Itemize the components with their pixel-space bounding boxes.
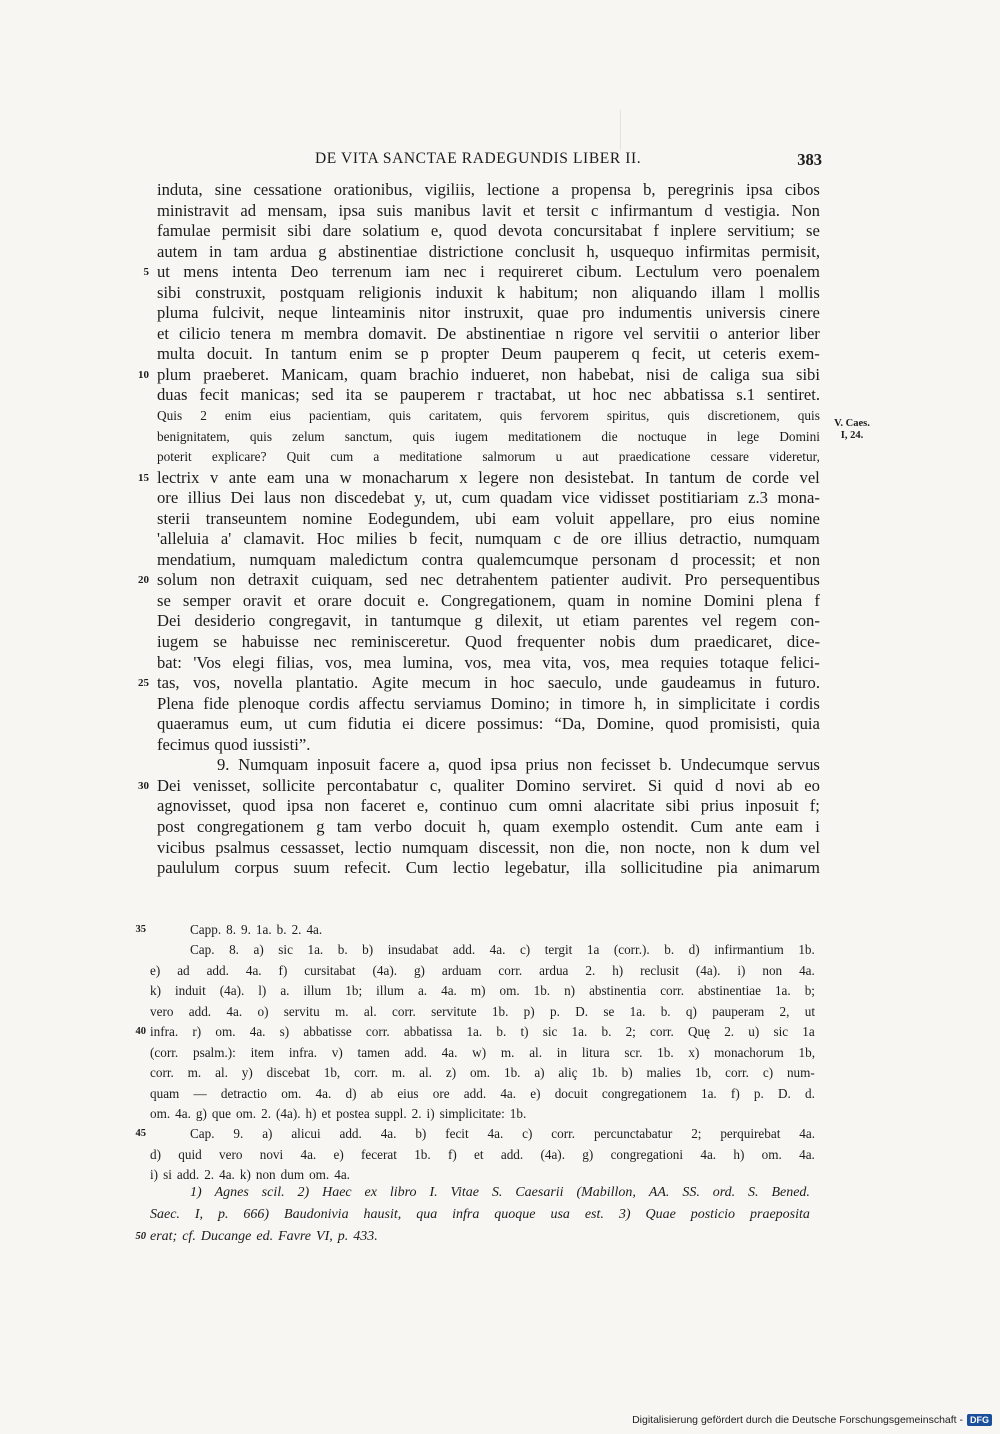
text-line: sibi construxit, postquam religionis induxit k habitum; non aliquando illam l mollis xyxy=(157,282,820,302)
line-number: 35 xyxy=(135,924,146,935)
page-header xyxy=(157,150,822,172)
text-line: 15 lectrix v ante eam una w monacharum x legere non desistebat. In tantum de corde vel xyxy=(157,468,820,489)
footnote-line: Saec. I, p. 666) Baudonivia hausit, qua infra quoque usa est. 3) Quae posticio praeposita xyxy=(150,1207,810,1222)
apparatus-line: vero add. 4a. o) servitu m. al. corr. servitute 1b. p) p. D. se 1a. b. q) pauperam 2, ut xyxy=(150,1003,815,1019)
text-line: ministravit ad mensam, ipsa suis manibus lavit et tersit c infirmantum d vestigia. Non xyxy=(157,200,820,220)
apparatus-line: quam — detractio om. 4a. d) ab eius ore add. 4a. e) docuit congregationem 1a. f) p. D. d. xyxy=(150,1085,815,1101)
text-line: poterit explicare? Quit cum a meditatione salmorum u aut praedicatione cessare videretur, xyxy=(157,449,820,465)
apparatus-line: 45 Cap. 9. a) alicui add. 4a. b) fecit 4a. c) corr. percunctabatur 2; perquirebat 4a. xyxy=(150,1124,815,1144)
apparatus-line: e) ad add. 4a. f) cursitabat (4a). g) arduam corr. ardua 2. h) reclusit (4a). i) non 4a. xyxy=(150,962,815,978)
line-number: 15 xyxy=(138,471,149,484)
dfg-logo: DFG xyxy=(967,1414,992,1426)
digitization-credit xyxy=(632,1414,992,1426)
line-number: 40 xyxy=(135,1026,146,1038)
text-line: multa docuit. In tantum enim se p propter Deum pauperem q fecit, ut ceteris exem- xyxy=(157,344,820,364)
line-number: 30 xyxy=(138,779,149,792)
text-line: 25 tas, vos, novella plantatio. Agite mecum in hoc saeculo, unde gaudeamus in futuro. xyxy=(157,673,820,694)
text-line: iugem se habuisse nec reminisceretur. Quod frequenter nobis dum praedicaret, dice- xyxy=(157,632,820,652)
text-line: 20 solum non detraxit cuiquam, sed nec detrahentem patienter audivit. Pro persequentibus xyxy=(157,570,820,591)
apparatus-line: 40 infra. r) om. 4a. s) abbatisse corr. abbatissa 1a. b. t) sic 1a. b. 2; corr. Quę 2. u) sic 1a xyxy=(150,1022,815,1042)
line-number: 20 xyxy=(138,574,149,587)
text-line: Dei desiderio congregavit, in tantumque g dilexit, ut etiam parentes vel regem con- xyxy=(157,611,820,631)
text-line: 9. Numquam inposuit facere a, quod ipsa prius non fecisset b. Undecumque servus xyxy=(217,755,820,775)
text-line: 10 plum praeberet. Manicam, quam brachio indueret, non habebat, nisi de caliga sua sibi xyxy=(157,365,820,386)
footnote-line: 50 erat; cf. Ducange ed. Favre VI, p. 433. xyxy=(150,1226,810,1248)
running-title: DE VITA SANCTAE RADEGUNDIS LIBER II. xyxy=(315,150,642,167)
text-line: mendatium, numquam maledictum contra qualemcumque personam d processit; et non xyxy=(157,549,820,569)
apparatus-line: i) si add. 2. 4a. k) non dum om. 4a. xyxy=(150,1167,350,1183)
scan-artifact xyxy=(620,110,621,150)
text-line: pluma fulcivit, neque linteaminis nitor instruxit, quae pro indumentis universis cinere xyxy=(157,303,820,323)
critical-apparatus xyxy=(135,920,815,1186)
apparatus-line: k) induit (4a). l) a. illum 1b; illum a. 4a. m) om. 1b. n) abstinentia corr. abstinentiae 1a. b; xyxy=(150,983,815,999)
text-line: Quis 2 enim eius pacientiam, quis caritatem, quis fervorem spiritus, quis discretionem, quis xyxy=(157,408,820,424)
text-line: induta, sine cessatione orationibus, vigiliis, lectione a propensa b, peregrinis ipsa cibos xyxy=(157,180,820,199)
line-number: 25 xyxy=(138,677,149,690)
line-number: 5 xyxy=(143,266,149,279)
text-line: duas fecit manicas; sed ita se pauperem r tractabat, ut hoc nec abbatissa s.1 sentiret. xyxy=(157,385,820,405)
apparatus-line: d) quid vero novi 4a. e) fecerat 1b. f) et add. (4a). g) congregationi 4a. h) om. 4a. xyxy=(150,1146,815,1162)
text-line: se semper oravit et orare docuit e. Congregationem, quam in nomine Domini plena f xyxy=(157,590,820,610)
text-line: sterii transeuntem nomine Eodegundem, ubi eam voluit appellare, pro eius nomine xyxy=(157,508,820,528)
digitization-text: Digitalisierung gefördert durch die Deutsche Forschungsgemeinschaft - xyxy=(632,1414,963,1426)
text-line: autem in tam ardua g abstinentiae districtione conclusit h, usquequo infirmitas permisit, xyxy=(157,241,820,261)
text-line: post congregationem g tam verbo docuit h, quam exemplo ostendit. Cum ante eam i xyxy=(157,816,820,836)
apparatus-line: 35 Capp. 8. 9. 1a. b. 2. 4a. xyxy=(150,920,815,940)
line-number: 10 xyxy=(138,368,149,381)
text-line: 'alleluia a' clamavit. Hoc milies b fecit, numquam c de ore illius detractio, numquam xyxy=(157,529,820,549)
text-line: 5 ut mens intenta Deo terrenum iam nec i requireret cibum. Lectulum vero poenalem xyxy=(157,262,820,283)
apparatus-line: corr. m. al. y) discebat 1b, corr. m. al. z) om. 1b. a) aliç 1b. b) malies 1b, corr. c) num- xyxy=(150,1065,815,1081)
text-line: ore illius Dei laus non discedebat y, ut, cum quadam vice vidisset postitiariam z.3 mona- xyxy=(157,488,820,508)
main-text xyxy=(138,180,870,879)
marginal-note: V. Caes. I, 24. xyxy=(834,418,870,441)
footnotes xyxy=(135,1182,810,1248)
footnote-line: 1) Agnes scil. 2) Haec ex libro I. Vitae S. Caesarii (Mabillon, AA. SS. ord. S. Bened. xyxy=(190,1185,810,1200)
text-line: agnovisset, quod ipsa non faceret e, continuo cum omni alacritate sibi prius inposuit f; xyxy=(157,796,820,816)
text-line: Plena fide plenoque cordis affectu serviamus Domino; in timore h, in simplicitate i cordis xyxy=(157,693,820,713)
line-number: 45 xyxy=(135,1128,146,1140)
apparatus-line: (corr. psalm.): item infra. v) tamen add. 4a. w) m. al. in litura scr. 1b. x) monachorum 1b, xyxy=(150,1044,815,1060)
text-line: paululum corpus suum refecit. Cum lectio legebatur, illa sollicitudine pia animarum xyxy=(157,858,820,878)
text-line: famulae permisit sibi dare solatium e, quod devota concursitabat f inplere servitium; se xyxy=(157,221,820,241)
text-line: et cilicio tenera m membra domavit. De abstinentiae n rigore vel servitii o anterior liber xyxy=(157,323,820,343)
text-line: 30 Dei venisset, sollicite percontabatur c, qualiter Domino serviret. Si quid d novi ab eo xyxy=(157,776,820,797)
apparatus-line: om. 4a. g) que om. 2. (4a). h) et postea suppl. 2. i) simplicitate: 1b. xyxy=(150,1105,527,1121)
text-line: fecimus quod iussisti”. xyxy=(157,734,311,754)
line-number: 50 xyxy=(135,1231,146,1242)
page-number: 383 xyxy=(797,150,822,169)
text-line: vicibus psalmus cessasset, lectio numquam discessit, non die, non nocte, non k dum vel xyxy=(157,837,820,857)
text-line: quaeramus eum, ut cum fidutia ei dicere possimus: “Da, Domine, quod promisisti, quia xyxy=(157,714,820,734)
apparatus-line: Cap. 8. a) sic 1a. b. b) insudabat add. 4a. c) tergit 1a (corr.). b. d) infirmantium 1b. xyxy=(190,942,815,958)
text-line: benignitatem, quis zelum sanctum, quis iugem meditationem die noctuque in lege Domini xyxy=(157,428,820,444)
text-line: bat: 'Vos elegi filias, vos, mea lumina, vos, mea vita, vos, mea requies totaque felici- xyxy=(157,652,820,672)
